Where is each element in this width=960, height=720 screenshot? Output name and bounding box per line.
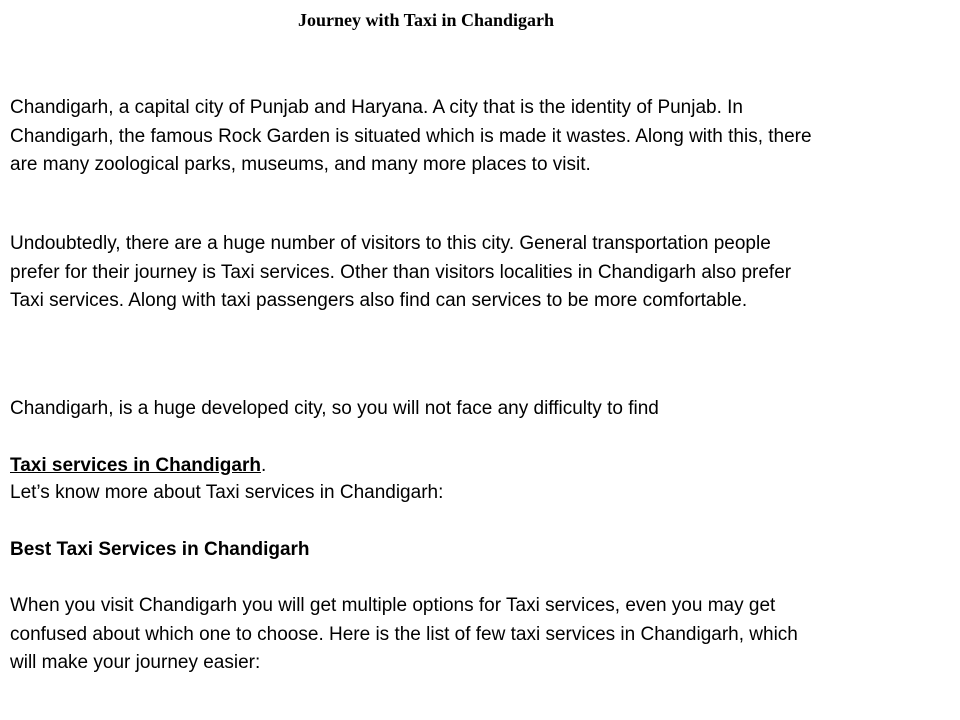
period-text: . bbox=[260, 454, 267, 476]
taxi-services-link[interactable]: Taxi services in Chandigarh bbox=[10, 454, 261, 476]
section-heading: Best Taxi Services in Chandigarh bbox=[10, 539, 310, 560]
visitors-paragraph: Undoubtedly, there are a huge number of visitors to this city. General transportation people prefer for their journey is Taxi services. Other than visitors localities in Chandigarh also prefer Taxi services. Along with taxi passengers also find can services to be more comfortable. bbox=[10, 233, 792, 311]
document-title: Journey with Taxi in Chandigarh bbox=[297, 10, 555, 30]
developed-city-paragraph bbox=[10, 366, 950, 480]
options-paragraph: When you visit Chandigarh you will get multiple options for Taxi services, even you may get confused about which one to choose. Here is the list of few taxi services in Chandigarh, which will make your journey easier: bbox=[10, 595, 798, 673]
intro-paragraph: Chandigarh, a capital city of Punjab and Haryana. A city that is the identity of Punjab. In Chandigarh, the famous Rock Garden is situated which is made it wastes. Along with this, there are many zoological parks, museums, and many more places to visit. bbox=[10, 97, 812, 175]
developed-city-text: Chandigarh, is a huge developed city, so you will not face any difficulty to find bbox=[10, 397, 659, 419]
know-more-paragraph: Let’s know more about Taxi services in Chandigarh: bbox=[10, 482, 444, 503]
